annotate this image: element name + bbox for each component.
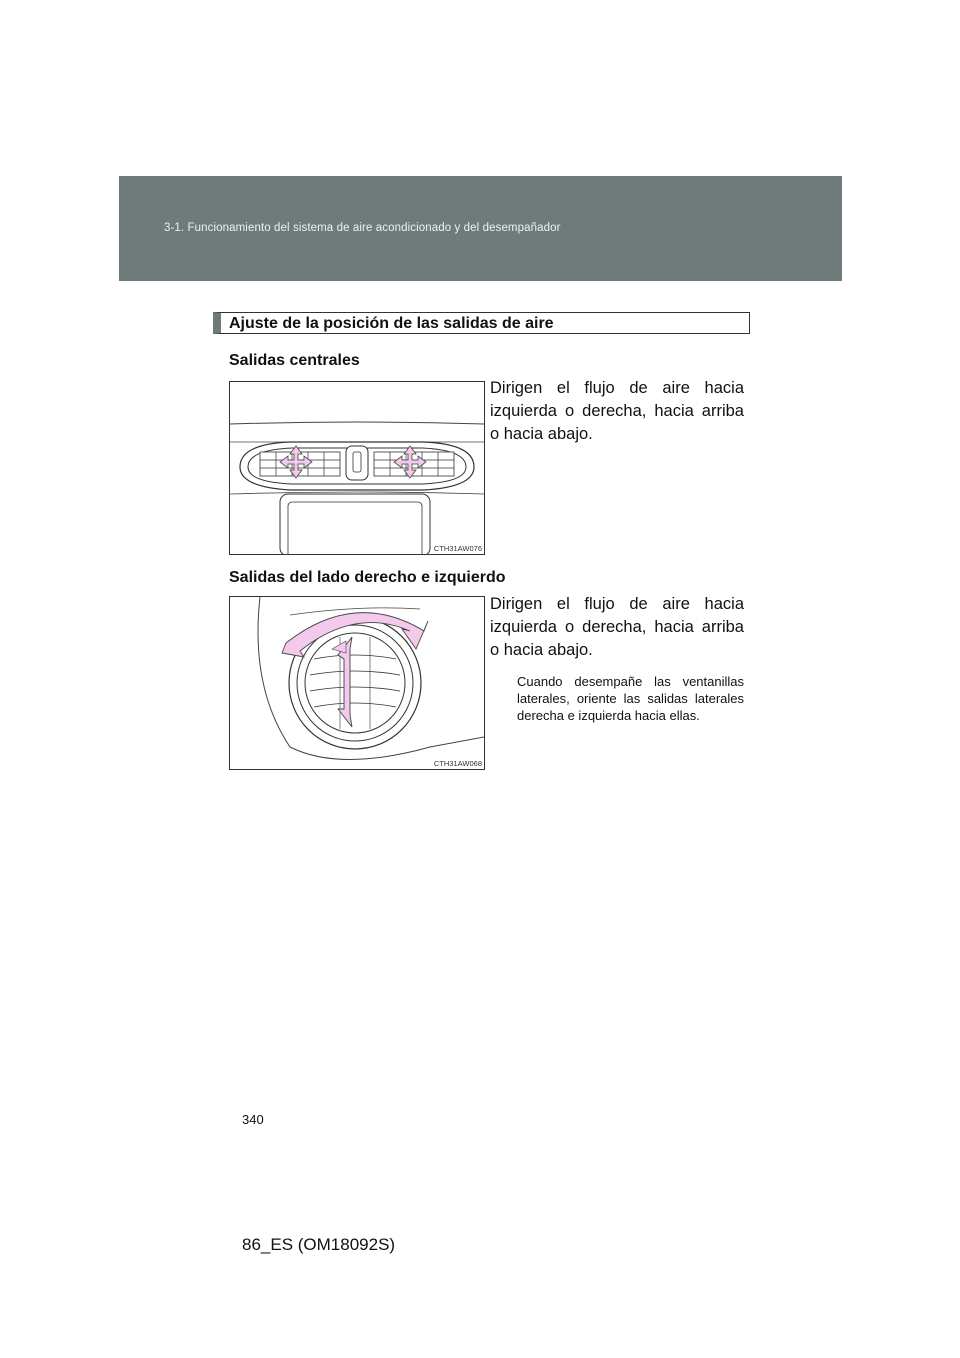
side-vents-illustration — [230, 597, 484, 769]
side-vents-figure — [229, 596, 485, 770]
page-number: 340 — [242, 1112, 264, 1127]
side-vents-description: Dirigen el flujo de aire hacia izquierda o derecha, hacia arriba o hacia abajo. — [490, 595, 744, 659]
central-vents-description: Dirigen el flujo de aire hacia izquierda o derecha, hacia arriba o hacia abajo. — [490, 379, 744, 443]
breadcrumb: 3-1. Funcionamiento del sistema de aire acondicionado y del desempañador — [164, 222, 561, 234]
central-vents-heading: Salidas centrales — [229, 352, 360, 369]
section-title-box — [213, 312, 750, 334]
footer-code: 86_ES (OM18092S) — [242, 1235, 396, 1254]
side-vents-note: Cuando desempañe las ventanillas laterales, oriente las salidas laterales derecha e izquierda hacia ellas. — [517, 674, 744, 723]
figure-code: CTH31AW068 — [433, 759, 482, 768]
central-vents-illustration — [230, 382, 484, 554]
side-vents-heading: Salidas del lado derecho e izquierdo — [229, 569, 506, 586]
central-vents-figure — [229, 381, 485, 555]
figure-code: CTH31AW076 — [433, 544, 482, 553]
header-band — [119, 176, 842, 281]
section-title: Ajuste de la posición de las salidas de aire — [229, 315, 554, 332]
